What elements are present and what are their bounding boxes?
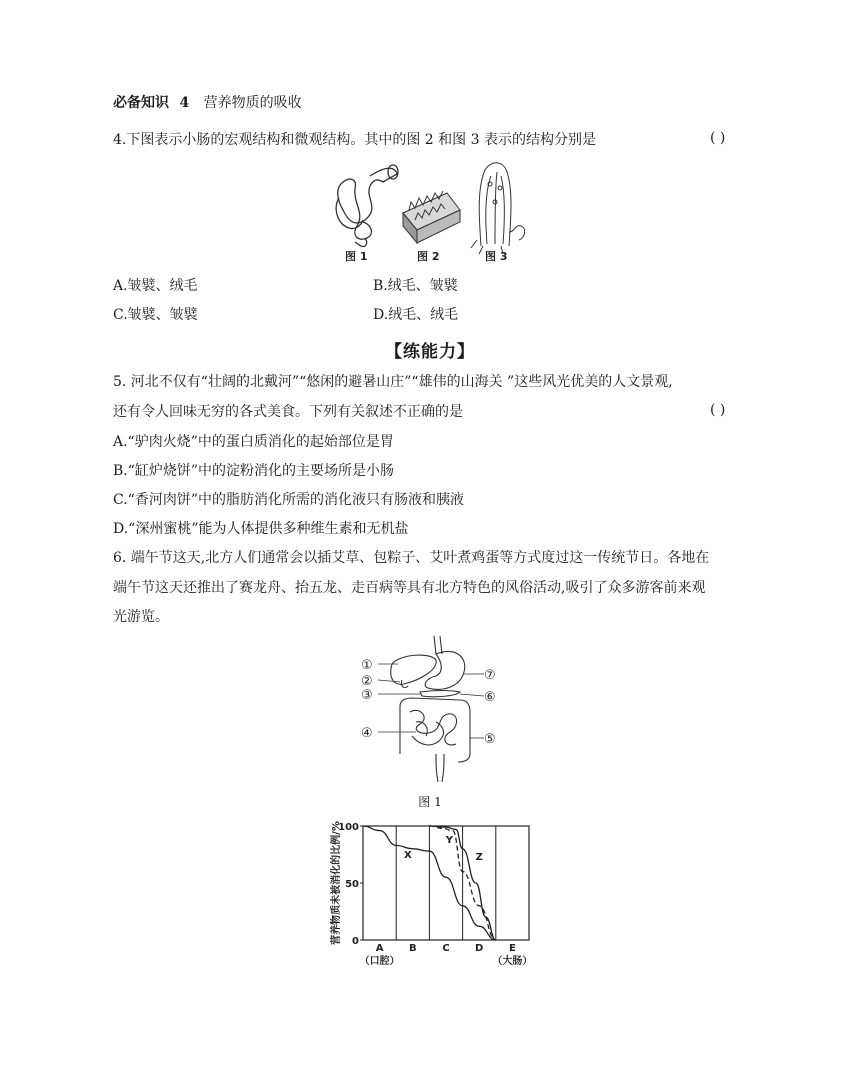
- x-category-B: B: [408, 943, 417, 954]
- q4-answer-bracket: ( ): [710, 130, 726, 146]
- q4-option-d: D.绒毛、绒毛: [373, 307, 459, 323]
- series-label-X: X: [403, 849, 412, 861]
- figure-label-2: ②: [361, 674, 373, 689]
- practice-section-title: 【练能力】: [385, 342, 475, 362]
- x-category-C: C: [442, 943, 450, 954]
- q5-option-c: C.“香河肉饼”中的脂肪消化所需的消化液只有肠液和胰液: [113, 492, 464, 508]
- figure-leader-lines: [378, 664, 484, 738]
- q5-option-d: D.“深州蜜桃”能为人体提供多种维生素和无机盐: [113, 521, 409, 537]
- x-category-E: E: [508, 943, 516, 954]
- series-label-Z: Z: [475, 852, 483, 864]
- q4-option-a: A.皱襞、绒毛: [113, 278, 198, 294]
- y-tick-label-1: 50: [345, 879, 359, 890]
- q4-intestine-figure: [325, 158, 535, 266]
- digestion-chart: [325, 812, 535, 972]
- q5-stem-line2: 还有令人回味无穷的各式美食。下列有关叙述不正确的是: [113, 404, 463, 420]
- figure-label-6: ⑥: [484, 690, 496, 705]
- figure-label-1: ①: [361, 658, 373, 673]
- figure-label-5: ⑤: [484, 732, 496, 747]
- digestive-system-figure: [360, 636, 505, 784]
- x-category-A: A: [375, 943, 384, 954]
- q4-option-b: B.绒毛、皱襞: [373, 278, 458, 294]
- q6-text-line2: 端午节这天还推出了赛龙舟、抬五龙、走百病等具有北方特色的风俗活动,吸引了众多游客前来观: [113, 580, 706, 596]
- fig-label-1: 图 1: [345, 250, 368, 263]
- q6-text-line3: 光游览。: [113, 609, 169, 625]
- figure-label-3: ③: [361, 688, 373, 703]
- figure-label-4: ④: [361, 726, 373, 741]
- fig-label-2: 图 2: [417, 250, 440, 263]
- q4-option-c: C.皱襞、皱襞: [113, 307, 198, 323]
- y-axis-label: 营养物质未被消化的比例/%: [331, 821, 342, 945]
- figure-label-7: ⑦: [484, 668, 496, 683]
- q5-stem-line1: 5. 河北不仅有“壮阔的北戴河”“悠闲的避暑山庄”“雄伟的山海关 ”这些风光优美的人文景观,: [113, 374, 673, 390]
- figure1-caption: 图 1: [418, 795, 442, 809]
- q5-option-b: B.“缸炉烧饼”中的淀粉消化的主要场所是小肠: [113, 463, 395, 479]
- section-heading: [113, 93, 302, 113]
- q5-option-a: A.“驴肉火烧”中的蛋白质消化的起始部位是胃: [113, 434, 394, 450]
- fig3-villus-drawing: [471, 163, 525, 254]
- chart-frame: [360, 826, 529, 940]
- digestive-organs-drawing: [391, 636, 470, 782]
- fig2-intestinal-wall-drawing: [403, 191, 460, 243]
- x-category-note-A: （口腔）: [359, 956, 400, 967]
- q6-text-line1: 6. 端午节这天,北方人们通常会以插艾草、包粽子、艾叶煮鸡蛋等方式度过这一传统节日。各地在: [113, 550, 710, 566]
- y-tick-label-2: 100: [338, 822, 359, 833]
- chart-labels: [329, 821, 532, 967]
- y-tick-label-0: 0: [352, 936, 359, 947]
- q4-stem: 4.下图表示小肠的宏观结构和微观结构。其中的图 2 和图 3 表示的结构分别是: [113, 132, 596, 148]
- section-label: 必备知识: [113, 95, 169, 111]
- x-category-D: D: [475, 943, 484, 954]
- fig-label-3: 图 3: [485, 250, 508, 263]
- series-label-Y: Y: [445, 835, 453, 847]
- section-title: 营养物质的吸收: [203, 95, 302, 111]
- fig1-intestine-drawing: [336, 165, 398, 247]
- section-number: 4: [179, 95, 190, 111]
- q5-answer-bracket: ( ): [710, 402, 726, 418]
- x-category-note-E: （大肠）: [492, 956, 533, 967]
